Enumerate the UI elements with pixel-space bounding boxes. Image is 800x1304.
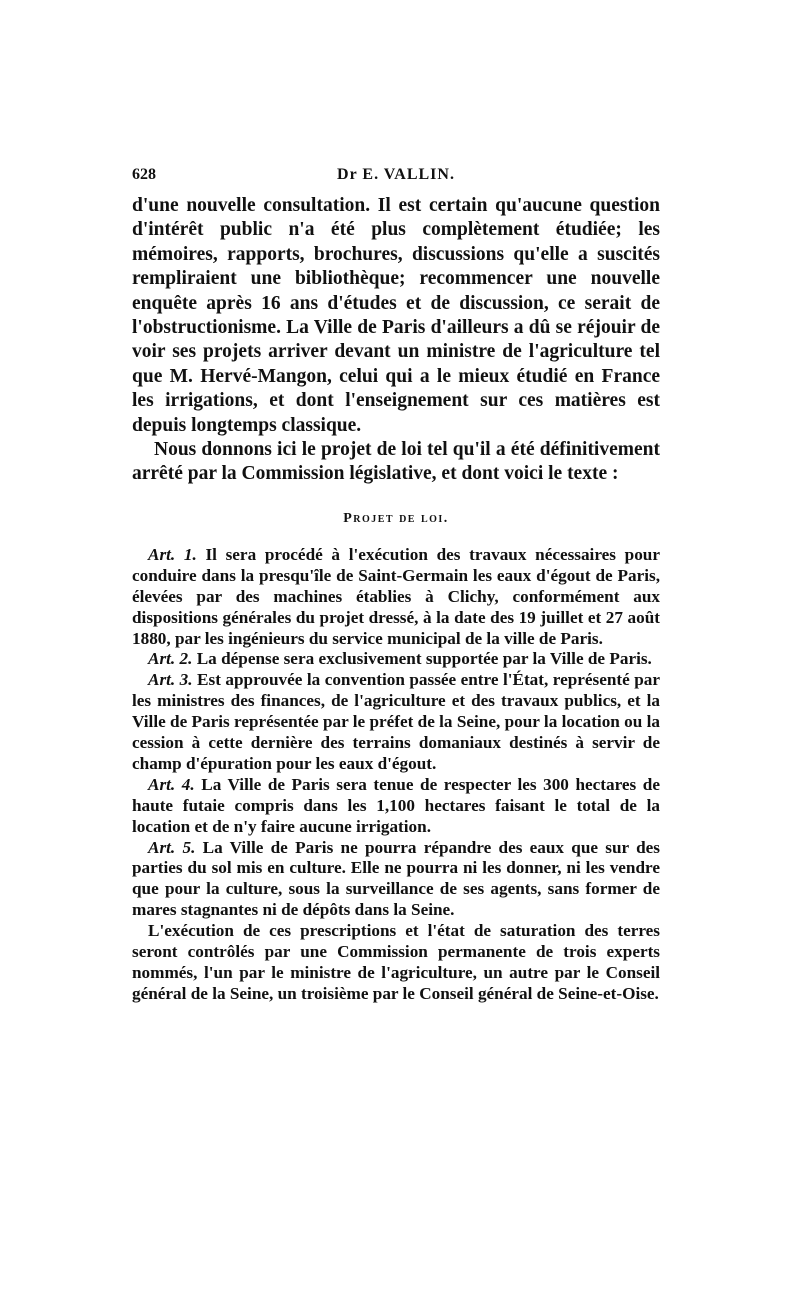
- running-head: [132, 166, 660, 194]
- intro-paragraph-1: d'une nouvelle consultation. Il est certain qu'aucune question d'intérêt public n'a été plus complètement étudiée; les mémoires, rapports, brochures, discussions qu'elle a suscités rempliraient une bibliothèque; recommencer une nouvelle enquête après 16 ans d'études et de discussion, ce serait de l'obstructionisme. La Ville de Paris d'ailleurs a dû se réjouir de voir ses projets arriver devant un ministre de l'agriculture tel que M. Hervé-Mangon, celui qui a le mieux étudié en France les irrigations, et dont l'enseignement sur ces matières est depuis longtemps classique.: [132, 195, 660, 436]
- page-number: 628: [132, 166, 156, 183]
- closing-paragraph-text: L'exécution de ces prescriptions et l'état de saturation des terres seront contrôlés par une Commission permanente de trois experts nommés, l'un par le ministre de l'agriculture, un autre par le Conseil général de la Seine, un troisième par le Conseil général de Seine-et-Oise.: [132, 921, 660, 1003]
- article-2-label: Art. 2.: [148, 649, 193, 669]
- article-4-text: La Ville de Paris sera tenue de respecter les 300 hectares de haute futaie compris dans les 1,100 hectares faisant le total de la location et de n'y faire aucune irrigation.: [132, 774, 660, 836]
- running-title: Dr E. VALLIN.: [337, 166, 455, 183]
- article-1-text: Il sera procédé à l'exécution des travaux nécessaires pour conduire dans la presqu'île de Saint-Germain les eaux d'égout de Paris, élevées par des machines établies à Clichy, conformément aux dispositions générales du projet dressé, à la date des 19 juillet et 27 août 1880, par les ingénieurs du service municipal de la ville de Paris.: [132, 544, 660, 648]
- article-3-text: Est approuvée la convention passée entre l'État, représenté par les ministres des finances, de l'agriculture et des travaux publics, et la Ville de Paris représentée par le préfet de la Seine, pour la location ou la cession à cette dernière des terrains domaniaux destinés à servir de champ d'épuration pour les eaux d'égout.: [132, 670, 660, 773]
- law-text: [132, 545, 660, 1005]
- article-4: [132, 775, 660, 838]
- article-5: [132, 838, 660, 922]
- section-title-text: Projet de loi.: [343, 510, 449, 526]
- article-4-label: Art. 4.: [148, 774, 195, 794]
- section-title: [132, 511, 660, 527]
- article-3-label: Art. 3.: [148, 670, 193, 690]
- intro-paragraph-2: Nous donnons ici le projet de loi tel qu'il a été définitivement arrêté par la Commission législative, et dont voici le texte :: [132, 439, 660, 485]
- article-2-text: La dépense sera exclusivement supportée par la Ville de Paris.: [192, 649, 652, 669]
- article-1-label: Art. 1.: [148, 544, 197, 564]
- page: [132, 166, 660, 1005]
- article-3: [132, 670, 660, 775]
- article-2: [132, 649, 660, 670]
- article-5-text: La Ville de Paris ne pourra répandre des eaux que sur des parties du sol mis en culture. Elle ne pourra ni les donner, ni les vendre que pour la culture, sous la surveillance de ses agents, sans former de mares stagnantes ni de dépôts dans la Seine.: [132, 837, 660, 920]
- article-5-label: Art. 5.: [148, 837, 196, 857]
- intro-text: [132, 194, 660, 487]
- article-1: [132, 545, 660, 650]
- closing-paragraph: [132, 921, 660, 1005]
